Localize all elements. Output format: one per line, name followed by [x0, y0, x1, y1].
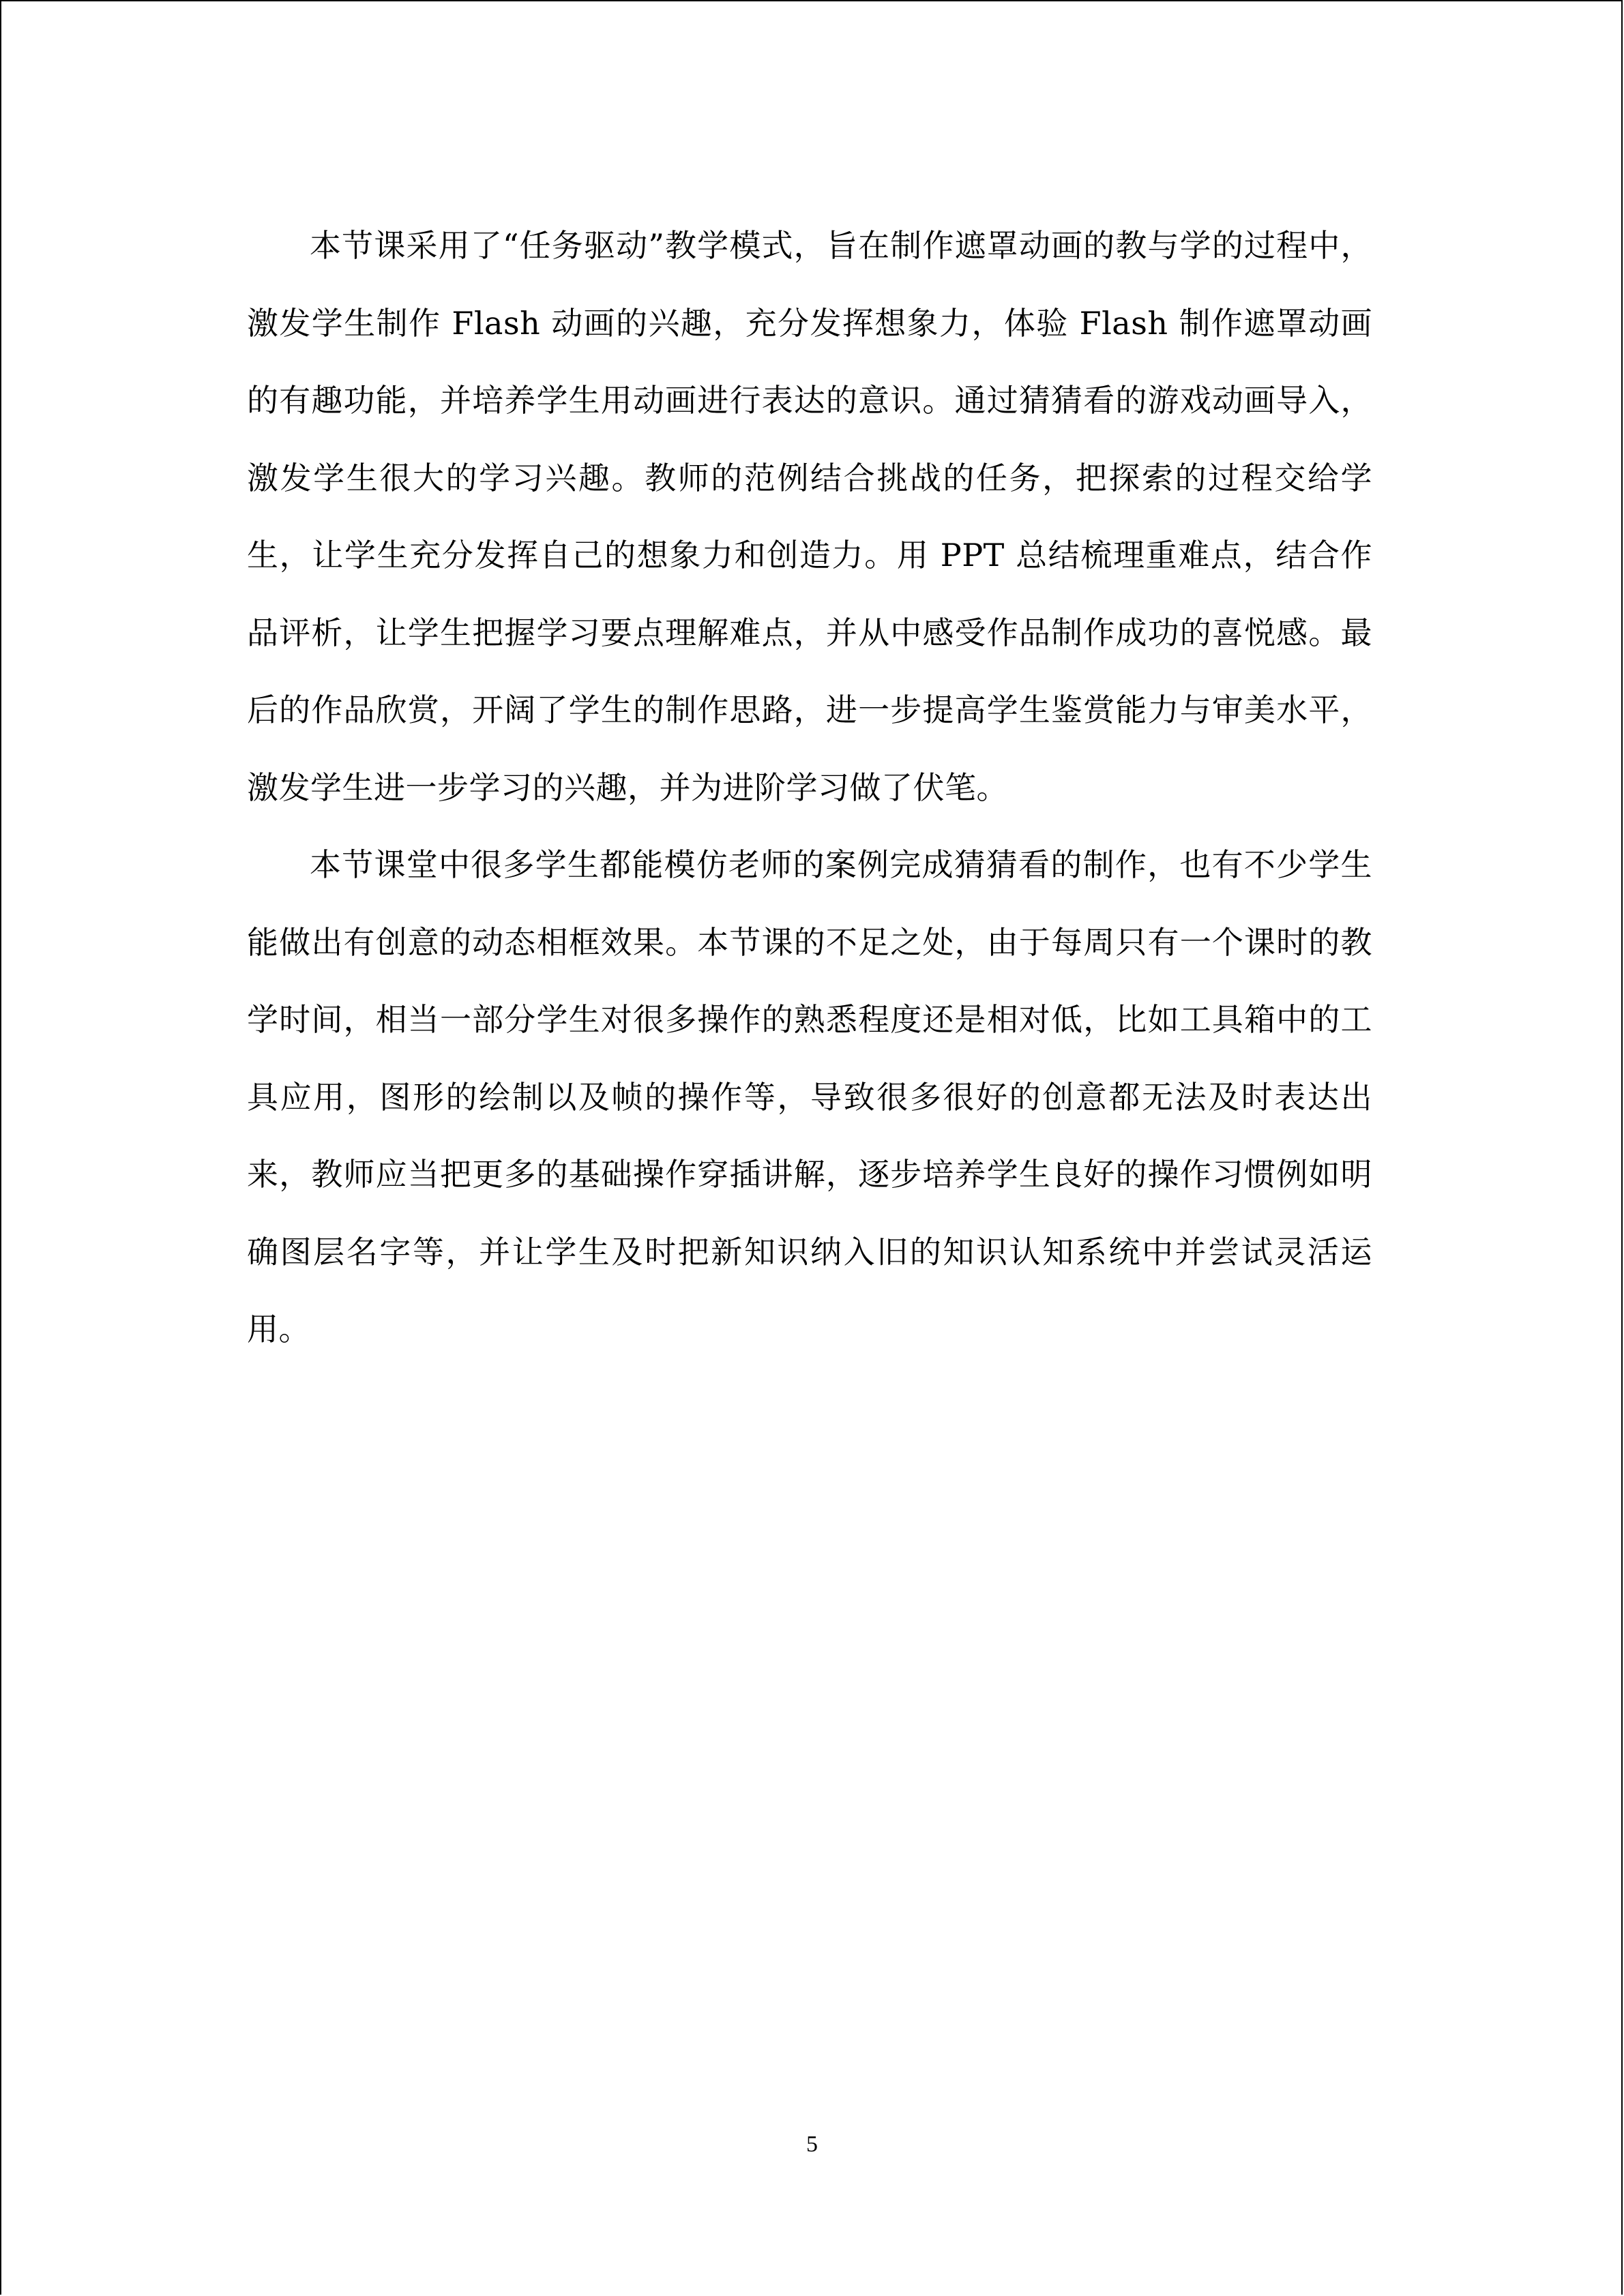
- page-number: 5: [806, 2132, 818, 2157]
- paragraph: 本节课采用了“任务驱动”教学模式，旨在制作遮罩动画的教与学的过程中，激发学生制作 Flash 动画的兴趣，充分发挥想象力，体验 Flash 制作遮罩动画的有趣功能，并培养学生用动画进行表达的意识。通过猜猜看的游戏动画导入，激发学生很大的学习兴趣。教师的范例结合挑战的任务，把探索的过程交给学生，让学生充分发挥自己的想象力和创造力。用 PPT 总结梳理重难点，结合作品评析，让学生把握学习要点理解难点，并从中感受作品制作成功的喜悦感。最后的作品欣赏，开阔了学生的制作思路，进一步提高学生鉴赏能力与审美水平，激发学生进一步学习的兴趣，并为进阶学习做了伏笔。: [247, 227, 1373, 806]
- document-body: [247, 207, 1372, 1369]
- paragraph: 本节课堂中很多学生都能模仿老师的案例完成猜猜看的制作，也有不少学生能做出有创意的动态相框效果。本节课的不足之处，由于每周只有一个课时的教学时间，相当一部分学生对很多操作的熟悉程度还是相对低，比如工具箱中的工具应用，图形的绘制以及帧的操作等，导致很多很好的创意都无法及时表达出来，教师应当把更多的基础操作穿插讲解，逐步培养学生良好的操作习惯例如明确图层名字等，并让学生及时把新知识纳入旧的知识认知系统中并尝试灵活运用。: [247, 846, 1372, 1347]
